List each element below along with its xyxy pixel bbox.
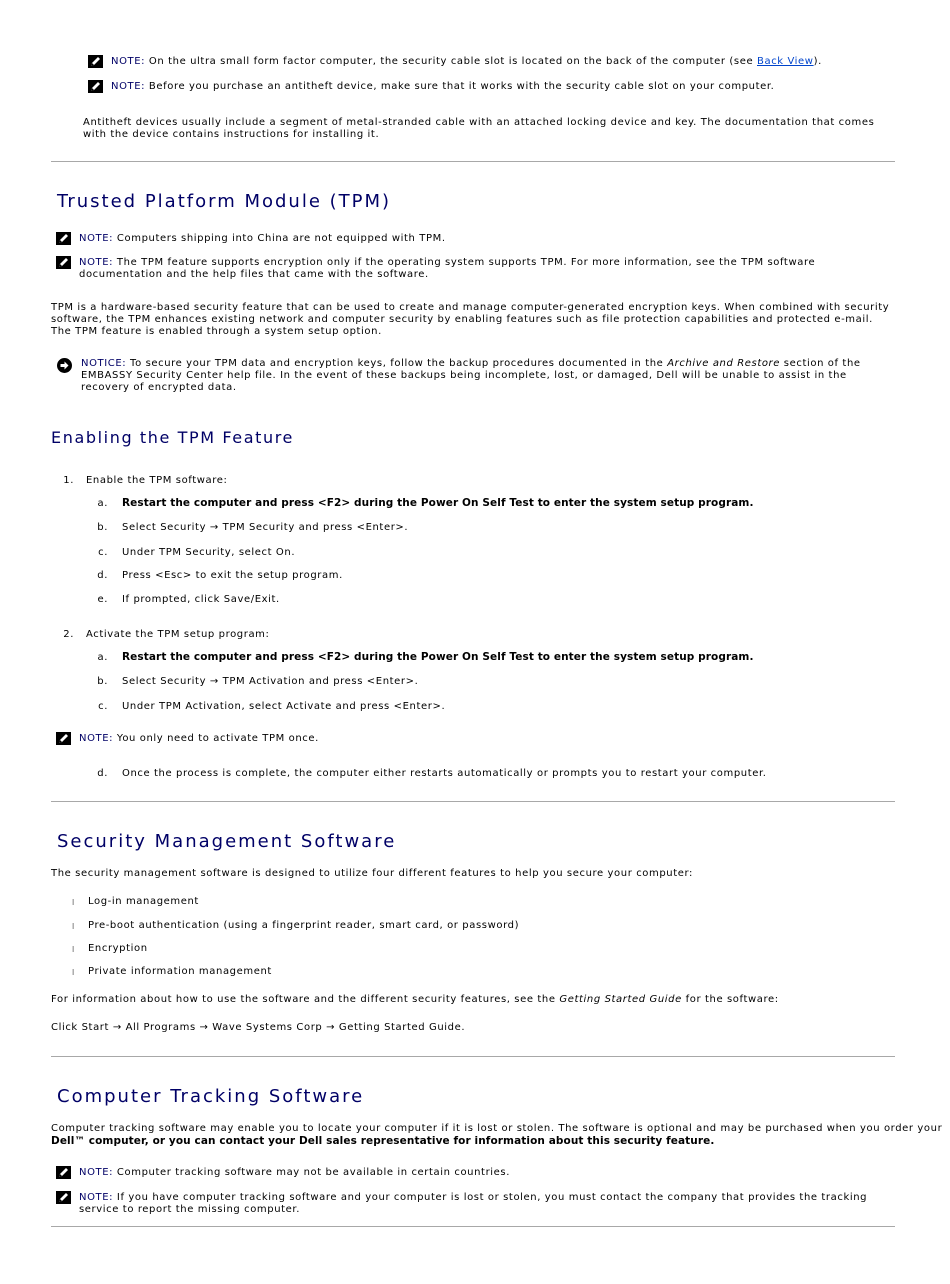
tracking-paragraph-line1: Computer tracking software may enable you to locate your computer if it is lost or stolen. The software is optional and may be purchased when you order your — [51, 1123, 943, 1134]
note-pencil-icon — [88, 55, 103, 68]
menu-path: Click Start → All Programs → Wave Systems Corp → Getting Started Guide. — [51, 1022, 466, 1033]
substep-label: e. — [97, 594, 108, 605]
tracking-paragraph-line2: Dell™ computer, or you can contact your Dell sales representative for information about this security feature. — [51, 1135, 715, 1147]
substep-label: d. — [97, 570, 108, 581]
note-label: NOTE: — [79, 257, 114, 268]
notice-label: NOTICE: — [81, 358, 127, 369]
substep-text: Under TPM Security, select On. — [122, 547, 296, 558]
note-pencil-icon — [56, 256, 71, 269]
note-pencil-icon — [56, 1191, 71, 1204]
section-divider — [51, 1226, 895, 1227]
substep-text: Under TPM Activation, select Activate and press <Enter>. — [122, 701, 446, 712]
section-divider — [51, 1056, 895, 1057]
note-china: NOTE: Computers shipping into China are not equipped with TPM. — [56, 233, 886, 245]
note-label: NOTE: — [79, 1167, 114, 1178]
note-label: NOTE: — [111, 56, 146, 67]
bullet-icon: l — [72, 898, 75, 907]
list-item: Pre-boot authentication (using a fingerprint reader, smart card, or password) — [88, 920, 520, 931]
list-item: Encryption — [88, 943, 148, 954]
tracking-heading: Computer Tracking Software — [57, 1086, 365, 1107]
step-number: 1. — [63, 475, 74, 486]
note-pencil-icon — [56, 1166, 71, 1179]
note-pencil-icon — [88, 80, 103, 93]
substep-label: b. — [97, 676, 108, 687]
note-back-view: NOTE: On the ultra small form factor computer, the security cable slot is located on the back of the computer (see Back View). — [88, 56, 888, 68]
substep-label: d. — [97, 768, 108, 779]
substep-label: c. — [98, 701, 108, 712]
substep-text: Press <Esc> to exit the setup program. — [122, 570, 343, 581]
security-mgmt-heading: Security Management Software — [57, 831, 397, 852]
section-divider — [51, 801, 895, 802]
substep-text: Select Security → TPM Activation and press <Enter>. — [122, 676, 419, 687]
note-tpm-os: NOTE: The TPM feature supports encryption only if the operating system supports TPM. For more information, see the TPM software documentation and the help files that came with the software. — [56, 257, 886, 281]
substep-text: Restart the computer and press <F2> during the Power On Self Test to enter the system setup program. — [122, 651, 754, 663]
note-label: NOTE: — [111, 81, 146, 92]
substep-text: Once the process is complete, the computer either restarts automatically or prompts you to restart your computer. — [122, 768, 767, 779]
list-item: Log-in management — [88, 896, 199, 907]
substep-label: b. — [97, 522, 108, 533]
substep-text: If prompted, click Save/Exit. — [122, 594, 280, 605]
substep-label: c. — [98, 547, 108, 558]
tpm-heading: Trusted Platform Module (TPM) — [57, 191, 392, 212]
notice-tpm-backup: NOTICE: To secure your TPM data and encryption keys, follow the backup procedures documented in the Archive and Restore section of the EMBASSY Security Center help file. In the event of these backups being incomplete, lost, or damaged, Dell will be unable to assist in the recovery of encrypted data. — [57, 358, 882, 394]
step-number: 2. — [63, 629, 74, 640]
note-label: NOTE: — [79, 733, 114, 744]
substep-label: a. — [97, 498, 108, 509]
note-activate-once: NOTE: You only need to activate TPM once. — [56, 733, 886, 745]
antitheft-paragraph: Antitheft devices usually include a segment of metal-stranded cable with an attached locking device and key. The documentation that comes with the device contains instructions for installing it. — [83, 117, 875, 140]
step-text: Activate the TPM setup program: — [86, 629, 270, 640]
tpm-paragraph: TPM is a hardware-based security feature that can be used to create and manage computer-generated encryption keys. When combined with security software, the TPM enhances existing network and computer security by enabling features such as file protection capabilities and protected e-mail. The TPM feature is enabled through a system setup option. — [51, 302, 890, 337]
note-pencil-icon — [56, 732, 71, 745]
substep-text: Select Security → TPM Security and press <Enter>. — [122, 522, 409, 533]
bullet-icon: l — [72, 945, 75, 954]
notice-arrow-icon — [57, 358, 72, 373]
substep-text: Restart the computer and press <F2> during the Power On Self Test to enter the system setup program. — [122, 497, 754, 509]
note-label: NOTE: — [79, 1192, 114, 1203]
section-divider — [51, 161, 895, 162]
step-text: Enable the TPM software: — [86, 475, 228, 486]
back-view-link[interactable]: Back View — [757, 56, 814, 67]
note-tracking-lost: NOTE: If you have computer tracking software and your computer is lost or stolen, you must contact the company that provides the tracking service to report the missing computer. — [56, 1192, 886, 1216]
security-info-paragraph: For information about how to use the software and the different security features, see the Getting Started Guide for the software: — [51, 994, 779, 1005]
list-item: Private information management — [88, 966, 272, 977]
bullet-icon: l — [72, 922, 75, 931]
note-pencil-icon — [56, 232, 71, 245]
note-label: NOTE: — [79, 233, 114, 244]
note-antitheft-compat: NOTE: Before you purchase an antitheft device, make sure that it works with the security cable slot on your computer. — [88, 81, 888, 93]
bullet-icon: l — [72, 968, 75, 977]
note-tracking-countries: NOTE: Computer tracking software may not be available in certain countries. — [56, 1167, 886, 1179]
security-mgmt-intro: The security management software is designed to utilize four different features to help you secure your computer: — [51, 868, 694, 879]
substep-label: a. — [97, 652, 108, 663]
enabling-heading: Enabling the TPM Feature — [51, 428, 295, 447]
